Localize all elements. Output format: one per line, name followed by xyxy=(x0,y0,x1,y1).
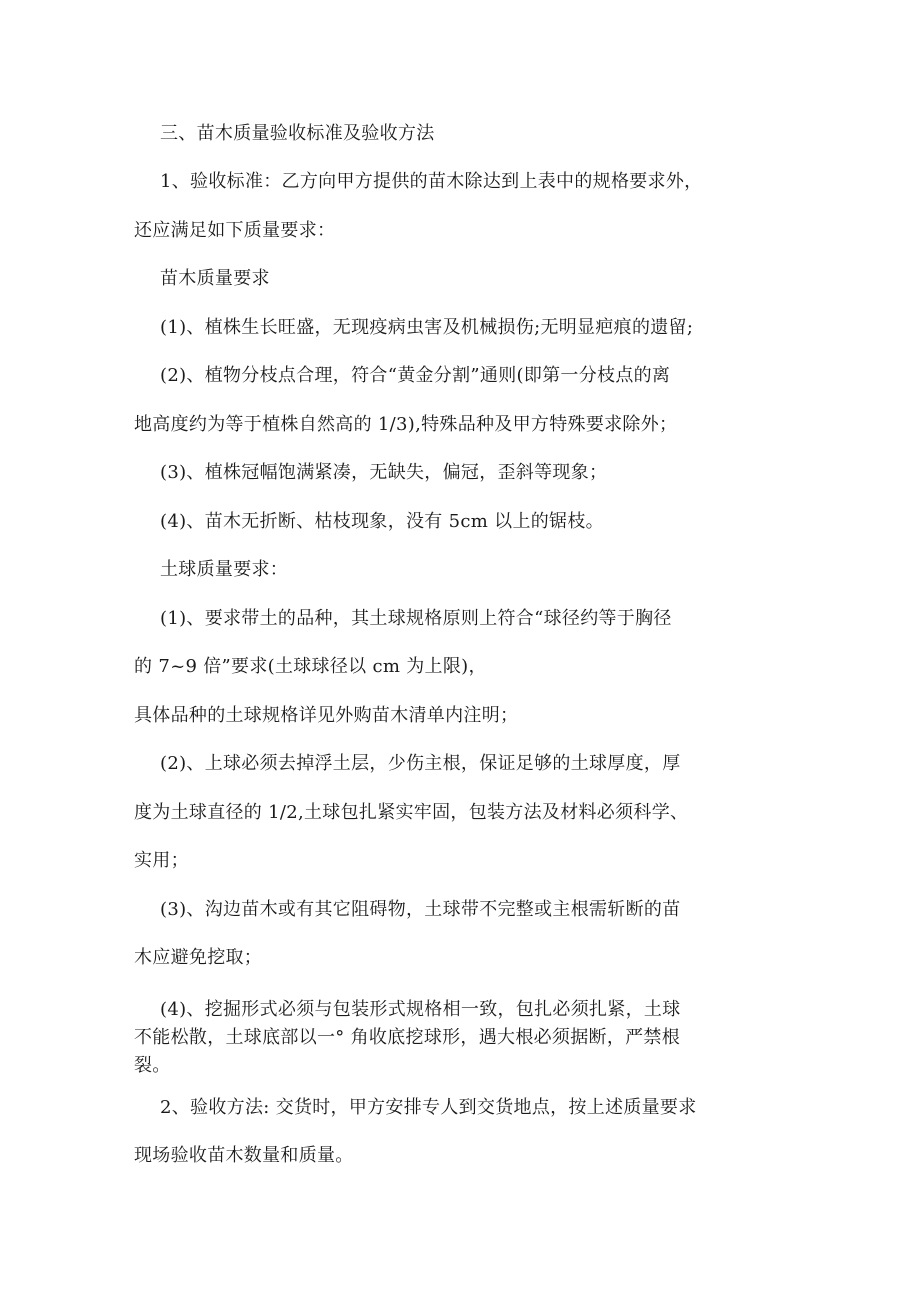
soil-item-4-line-2: 不能松散，土球底部以一° 角收底挖球形，遇大根必须据断，严禁根 xyxy=(134,1027,681,1048)
section-heading: 三、苗木质量验收标准及验收方法 xyxy=(160,123,435,144)
method-line-1: 2、验收方法: 交货时，甲方安排专人到交货地点，按上述质量要求 xyxy=(160,1097,697,1118)
soil-ball-heading: 土球质量要求： xyxy=(160,559,289,580)
soil-item-1-line-1: (1)、要求带土的品种，其土球规格原则上符合“球径约等于胸径 xyxy=(160,608,672,629)
method-line-2: 现场验收苗木数量和质量。 xyxy=(134,1145,354,1166)
seedling-item-3: (3)、植株冠幅饱满紧凑，无缺失，偏冠，歪斜等现象； xyxy=(160,462,608,483)
soil-item-3-line-2: 木应避免挖取； xyxy=(134,947,263,968)
soil-item-1-line-2: 的 7~9 倍”要求(土球球径以 cm 为上限)， xyxy=(134,656,487,677)
soil-item-4-line-1: (4)、挖掘形式必须与包装形式规格相一致，包扎必须扎紧，土球 xyxy=(160,999,681,1020)
soil-item-1-line-3: 具体品种的土球规格详见外购苗木清单内注明； xyxy=(134,705,519,726)
soil-item-3-line-1: (3)、沟边苗木或有其它阻碍物，土球带不完整或主根需斩断的苗 xyxy=(160,899,681,920)
seedling-item-4: (4)、苗木无折断、枯枝现象，没有 5cm 以上的锯枝。 xyxy=(160,511,604,532)
seedling-quality-heading: 苗木质量要求 xyxy=(160,268,270,289)
standard-intro-line-2: 还应满足如下质量要求： xyxy=(134,220,336,241)
soil-item-4-line-3: 裂。 xyxy=(134,1055,171,1076)
soil-item-2-line-2: 度为土球直径的 1/2,土球包扎紧实牢固，包装方法及材料必须科学、 xyxy=(134,802,689,823)
soil-item-2-line-3: 实用； xyxy=(134,850,189,871)
seedling-item-1: (1)、植株生长旺盛，无现疫病虫害及机械损伤;无明显疤痕的遗留; xyxy=(160,317,694,338)
soil-item-2-line-1: (2)、上球必须去掉浮土层，少伤主根，保证足够的土球厚度，厚 xyxy=(160,753,681,774)
seedling-item-2-line-1: (2)、植物分枝点合理，符合“黄金分割”通则(即第一分枝点的离 xyxy=(160,365,671,386)
seedling-item-2-line-2: 地高度约为等于植株自然高的 1/3),特殊品种及甲方特殊要求除外； xyxy=(134,414,678,435)
standard-intro-line-1: 1、验收标准：乙方向甲方提供的苗木除达到上表中的规格要求外， xyxy=(160,171,703,192)
